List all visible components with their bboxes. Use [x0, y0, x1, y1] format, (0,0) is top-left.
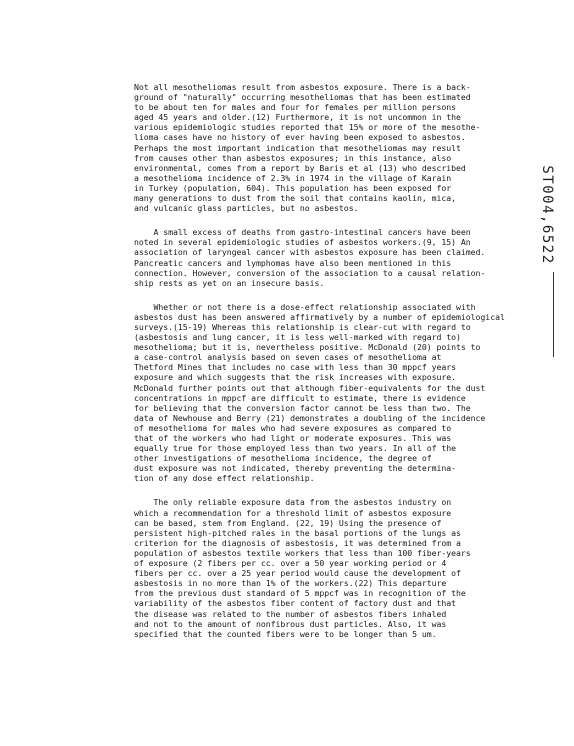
text-line: Thetford Mines that includes no case with less than 30 mppcf years — [134, 362, 457, 373]
text-line: asbestosis in no more than 1% of the workers.(22) This departure — [134, 578, 447, 589]
text-line: a mesothelioma incidence of 2.3% in 1974 in the village of Karain — [134, 172, 452, 183]
text-line: population of asbestos textile workers that less than 100 fiber-years — [134, 547, 471, 558]
text-line: Not all mesotheliomas result from asbestos exposure. There is a back- — [134, 82, 471, 92]
text-line: for believing that the conversion factor cannot be less than two. The — [134, 402, 471, 413]
text-line: exposure and which suggests that the risk increases with exposure. — [134, 372, 457, 383]
text-line: The only reliable exposure data from the asbestos industry on — [134, 497, 452, 508]
text-line: asbestos dust has been answered affirmatively by a number of epidemiological — [134, 311, 505, 322]
text-line: other investigations of mesothelioma incidence, the degree of — [134, 453, 432, 464]
text-line: which a recommendation for a threshold limit of asbestos exposure — [134, 507, 452, 518]
paragraph — [134, 497, 514, 638]
text-line: equally true for those employed less than two years. In all of the — [134, 443, 457, 454]
text-line: association of laryngeal cancer with asbestos exposure has been claimed. — [134, 247, 486, 258]
text-line: noted in several epidemiologic studies of asbestos workers.(9, 15) An — [134, 237, 471, 248]
text-line: specified that the counted fibers were to be longer than 5 um. — [134, 628, 437, 639]
text-line: persistent high-pitched rales in the basal portions of the lungs as — [134, 527, 461, 538]
text-line: McDonald further points out that although fiber-equivalents for the dust — [134, 382, 486, 393]
text-line: and vulcanic glass particles, but no asbestos. — [134, 203, 359, 214]
text-line: from the previous dust standard of 5 mppcf was in recognition of the — [134, 588, 466, 599]
text-line: can be based, stem from England. (22, 19) Using the presence of — [134, 517, 442, 528]
paragraph — [134, 227, 514, 288]
text-line: ground of "naturally" occurring mesotheliomas that has been estimated — [134, 92, 471, 103]
text-line: (asbestosis and lung cancer, it is less well-marked with regard to) — [134, 332, 461, 343]
text-line: environmental, comes from a report by Baris et al (13) who described — [134, 162, 466, 173]
text-line: that of the workers who had light or moderate exposures. This was — [134, 433, 452, 443]
text-line: surveys.(15-19) Whereas this relationship is clear-cut with regard to — [134, 321, 471, 332]
margin-mark — [553, 272, 554, 357]
text-line: variability of the asbestos fiber content of factory dust and that — [134, 598, 457, 609]
text-line: ship rests as yet on an insecure basis. — [134, 277, 325, 288]
text-line: of exposure (2 fibers per cc. over a 50 year working period or 4 — [134, 558, 447, 569]
body-text — [134, 82, 514, 653]
stamp-number: ST004,6522 — [539, 165, 555, 265]
text-line: Pancreatic cancers and lymphomas have also been mentioned in this — [134, 257, 452, 268]
text-line: criterion for the diagnosis of asbestosis, it was determined from a — [134, 537, 461, 548]
text-line: the disease was related to the number of asbestos fibers inhaled — [134, 608, 447, 619]
text-line: tion of any dose effect relationship. — [134, 473, 315, 484]
text-line: connection. However, conversion of the association to a causal relation- — [134, 267, 486, 278]
paragraph — [134, 82, 514, 213]
text-line: various epidemiologic studies reported that 15% or more of the mesothe- — [134, 122, 481, 133]
text-line: A small excess of deaths from gastro-intestinal cancers have been — [134, 227, 471, 238]
text-line: data of Newhouse and Berry (21) demonstrates a doubling of the incidence — [134, 412, 486, 423]
text-line: aged 45 years and older.(12) Furthermore, it is not uncommon in the — [134, 112, 461, 123]
text-line: and not to the amount of nonfibrous dust particles. Also, it was — [134, 618, 447, 629]
text-line: mesothelioma; but it is, nevertheless positive. McDonald (20) points to — [134, 342, 481, 353]
text-line: fibers per cc. over a 25 year period would cause the development of — [134, 568, 461, 579]
text-line: dust exposure was not indicated, thereby preventing the determina- — [134, 463, 457, 474]
text-line: Whether or not there is a dose-effect relationship associated with — [134, 301, 476, 312]
text-line: Perhaps the most important indication that mesotheliomas may result — [134, 142, 461, 153]
text-line: to be about ten for males and four for females per million persons — [134, 102, 457, 113]
document-stamp — [535, 155, 559, 275]
text-line: concentrations in mppcf are difficult to estimate, there is evidence — [134, 392, 466, 403]
text-line: many generations to dust from the soil that contains kaolin, mica, — [134, 193, 457, 204]
text-line: in Turkey (population, 604). This population has been exposed for — [134, 182, 452, 193]
text-line: from causes other than asbestos exposures; in this instance, also — [134, 152, 452, 163]
text-line: a case-control analysis based on seven cases of mesothelioma at — [134, 352, 442, 363]
paragraph — [134, 302, 514, 484]
text-line: lioma cases have no history of ever having been exposed to asbestos. — [134, 132, 466, 143]
text-line: of mesothelioma for males who had severe exposures as compared to — [134, 422, 452, 433]
